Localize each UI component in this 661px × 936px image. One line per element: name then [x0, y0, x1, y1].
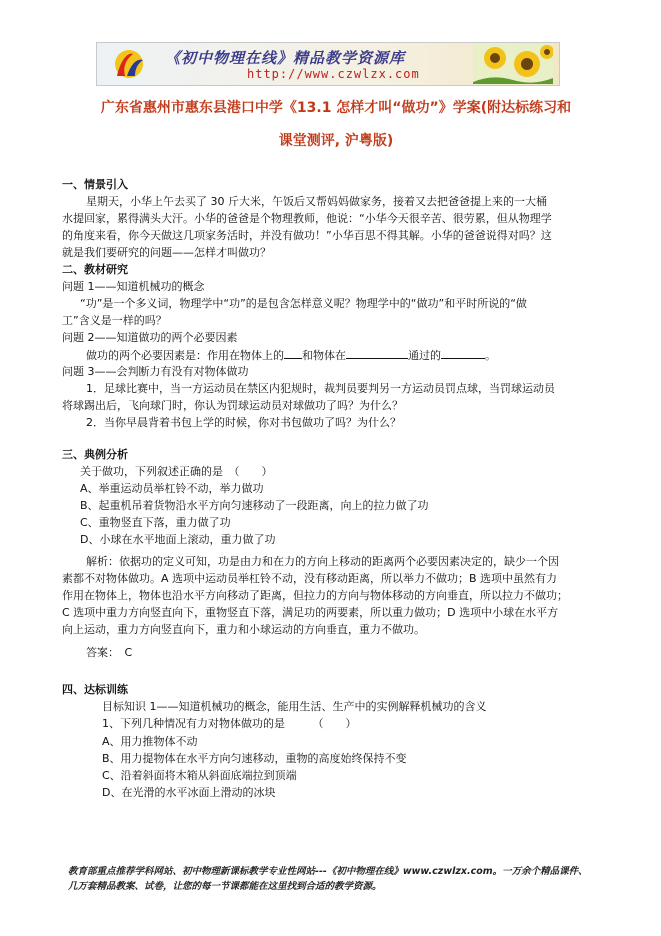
answer-blank[interactable] — [441, 347, 485, 359]
fill-text-a: 做功的两个必要因素是：作用在物体上的 — [86, 349, 284, 362]
paragraph-line: 星期天，小华上午去买了 30 斤大米，午饭后又帮妈妈做家务，接着又去把爸爸提上来的一大桶 — [86, 195, 547, 208]
analysis-line: C 选项中重力方向竖直向下，重物竖直下落，满足功的两要素，所以重力做功；D 选项中小球在水平方 — [62, 606, 559, 619]
page-footer — [68, 864, 608, 894]
site-logo-icon — [111, 48, 147, 80]
option-d: D、小球在水平地面上滚动，重力做了功 — [80, 533, 276, 546]
doc-title-line-2: 课堂测评, 沪粤版) — [278, 133, 394, 149]
option-c: C、沿着斜面将木箱从斜面底端拉到顶端 — [102, 769, 297, 782]
banner-title: 《初中物理在线》精品教学资源库 — [165, 49, 406, 67]
answer-blank[interactable] — [284, 347, 302, 359]
option-b: B、用力提物体在水平方向匀速移动，重物的高度始终保持不变 — [102, 752, 407, 765]
option-b: B、起重机吊着货物沿水平方向匀速移动了一段距离，向上的拉力做了功 — [80, 499, 429, 512]
answer-text: 答案： C — [86, 646, 133, 659]
footer-line-2: 几万套精品教案、试卷，让您的每一节课都能在这里找到合适的教学资源。 — [68, 881, 382, 892]
analysis-line: 解析：依据功的定义可知，功是由力和在力的方向上移动的距离两个必要因素决定的，缺少一个因 — [86, 555, 559, 568]
footer-line-1: 教育部重点推荐学科网站、初中物理新课标教学专业性网站---《初中物理在线》www.czwlzx.com。一万余个精品课件、 — [68, 866, 588, 877]
analysis-line: 向上运动，重力方向竖直向下，重力和小球运动的方向垂直，重力不做功。 — [62, 623, 425, 636]
list-item: 2．当你早晨背着书包上学的时候，你对书包做功了吗？为什么？ — [86, 416, 401, 429]
fill-text-c: 通过的 — [408, 349, 441, 362]
option-d: D、在光滑的水平冰面上滑动的冰块 — [102, 786, 276, 799]
question-label: 问题 3——会判断力有没有对物体做功 — [62, 365, 249, 378]
question-stem: 关于做功，下列叙述正确的是 （ ） — [80, 465, 273, 478]
list-item: 将球踢出后，飞向球门时，你认为罚球运动员对球做功了吗？为什么？ — [62, 399, 403, 412]
banner-url: http://www.czwlzx.com — [247, 67, 420, 81]
paragraph-line: 水提回家，累得满头大汗。小华的爸爸是个物理教师，他说：“小华今天很辛苦、很劳累，但从物理学 — [62, 212, 552, 225]
answer-blank[interactable] — [346, 347, 408, 359]
section-heading-4: 四、达标训练 — [62, 683, 128, 696]
fill-text-d: 。 — [485, 349, 496, 362]
sunflower-icon — [473, 44, 553, 84]
section-heading-1: 一、情景引入 — [62, 178, 128, 191]
option-c: C、重物竖直下落，重力做了功 — [80, 516, 231, 529]
paragraph-line: 的角度来看，你今天做这几项家务活时，并没有做功！”小华百思不得其解。小华的爸爸说得对吗？这 — [62, 229, 552, 242]
paragraph-line: 就是我们要研究的问题——怎样才叫做功？ — [62, 246, 271, 259]
section-heading-3: 三、典例分析 — [62, 448, 128, 461]
option-a: A、用力推物体不动 — [102, 735, 198, 748]
section-heading-2: 二、教材研究 — [62, 263, 128, 276]
paragraph-line: 工”含义是一样的吗？ — [62, 314, 167, 327]
question-label: 问题 1——知道机械功的概念 — [62, 280, 205, 293]
analysis-line: 作用在物体上，物体也沿水平方向移动了距离，但拉力的方向与物体移动的方向垂直，所以拉力不做功； — [62, 589, 568, 602]
analysis-line: 素都不对物体做功。A 选项中运动员举杠铃不动，没有移动距离，所以举力不做功；B 选项中虽然有力 — [62, 572, 558, 585]
header-banner — [96, 42, 560, 86]
paragraph-line: “功”是一个多义词，物理学中“功”的是包含怎样意义呢？物理学中的“做功”和平时所说的“做 — [80, 297, 527, 310]
list-item: 1．足球比赛中，当一方运动员在禁区内犯规时，裁判员要判另一方运动员罚点球，当罚球运动员 — [86, 382, 555, 395]
question-label: 问题 2——知道做功的两个必要因素 — [62, 331, 238, 344]
doc-title-line-1: 广东省惠州市惠东县港口中学《13.1 怎样才叫“做功”》学案(附达标练习和 — [100, 100, 572, 116]
question-stem: 1、下列几种情况有力对物体做功的是 （ ） — [102, 717, 357, 730]
fill-blank-line — [86, 347, 496, 364]
option-a: A、举重运动员举杠铃不动，举力做功 — [80, 482, 264, 495]
target-knowledge: 目标知识 1——知道机械功的概念，能用生活、生产中的实例解释机械功的含义 — [102, 700, 487, 713]
fill-text-b: 和物体在 — [302, 349, 346, 362]
